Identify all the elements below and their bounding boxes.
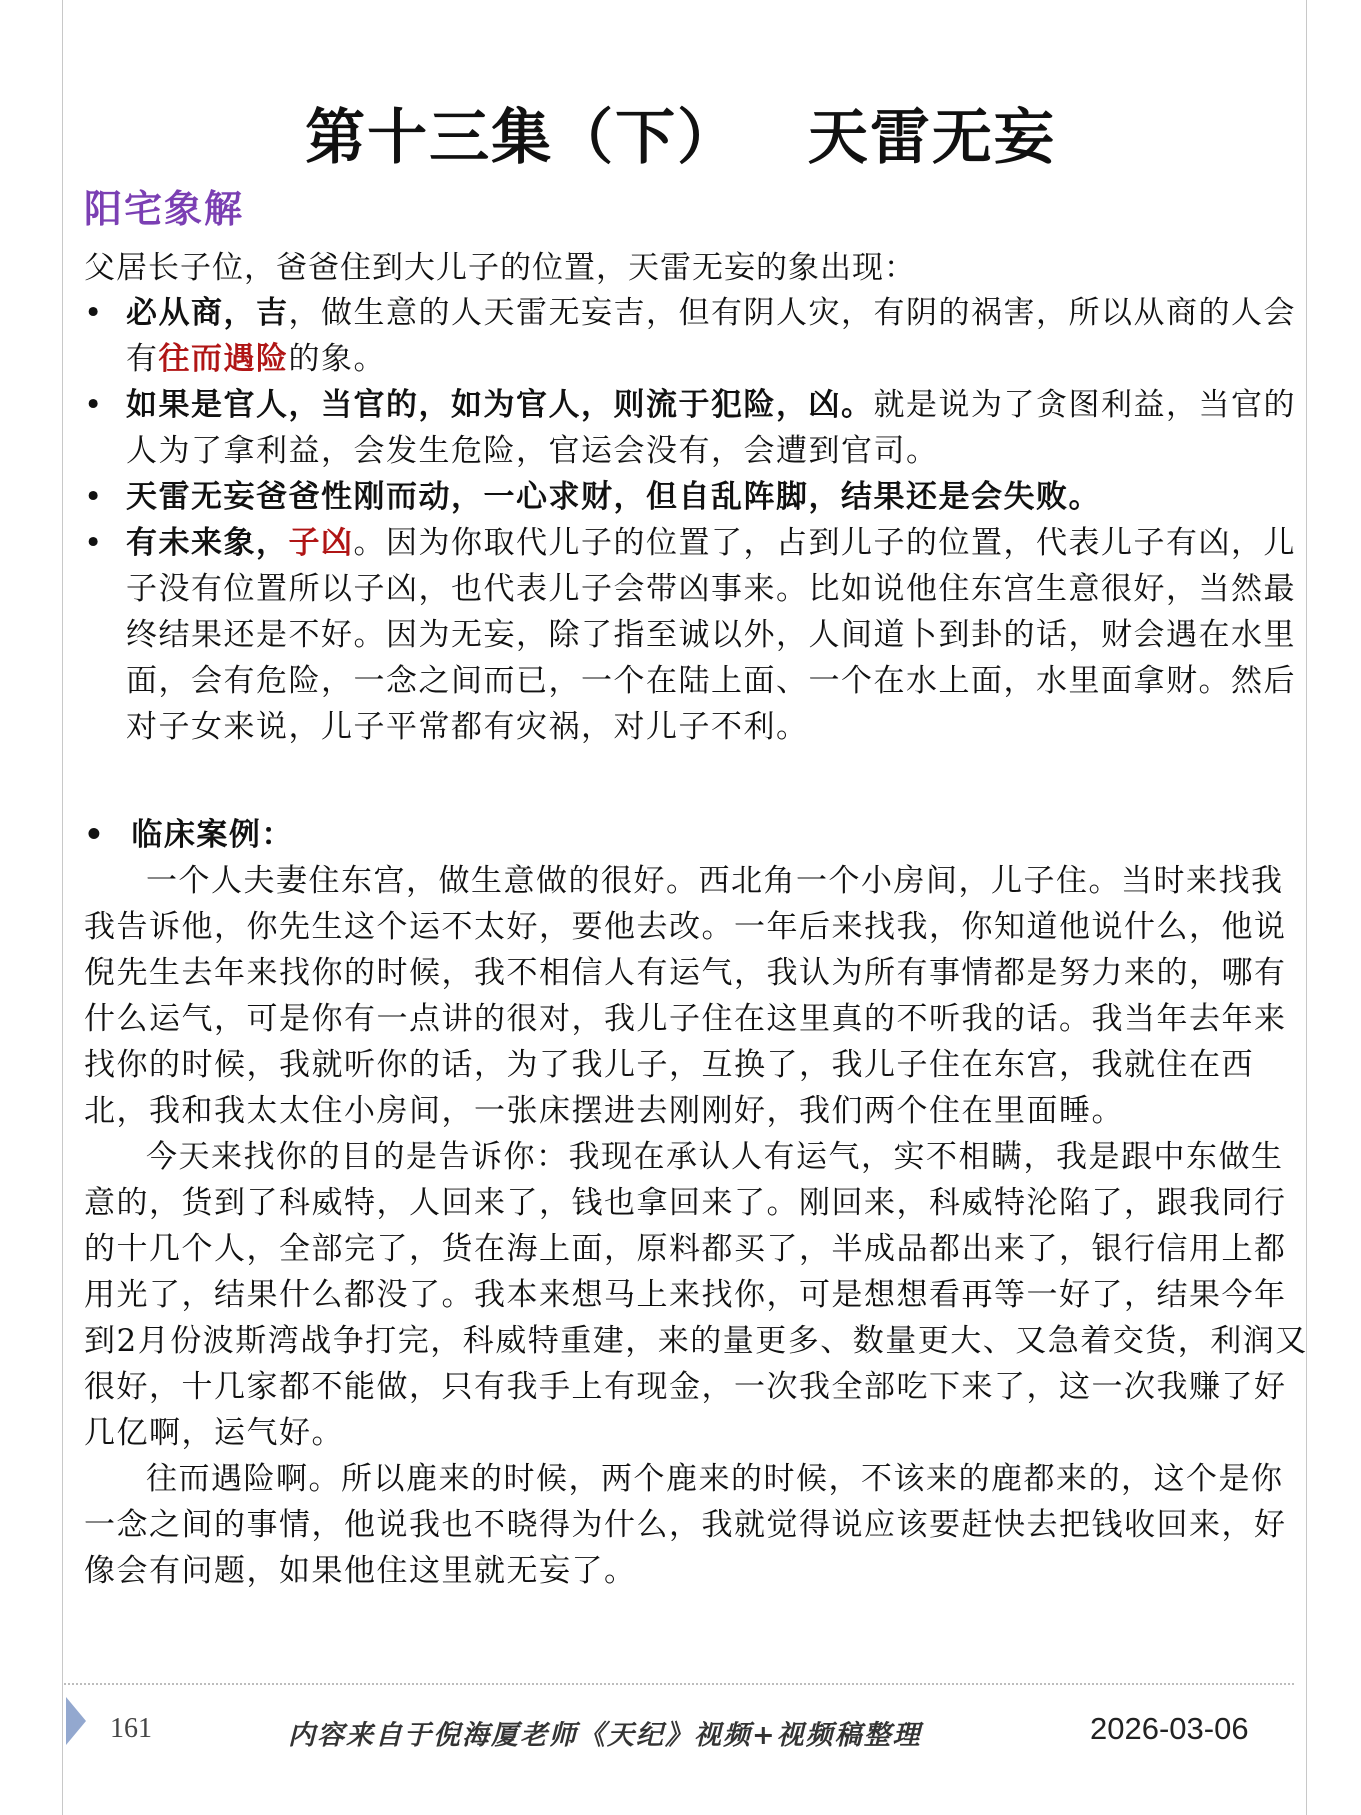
case-heading <box>84 812 294 858</box>
bullet-text: 就是说为了贪图利益，当官的人为了拿利益，会发生危险，官运会没有，会遭到官司。 <box>126 387 1296 469</box>
case-paragraph: 往而遇险啊。所以鹿来的时候，两个鹿来的时候，不该来的鹿都来的，这个是你一念之间的事情，他说我也不晓得为什么，我就觉得说应该要赶快去把钱收回来，好像会有问题，如果他住这里就无妄了。 <box>84 1461 1287 1589</box>
section-heading: 阳宅象解 <box>84 186 245 231</box>
bullet-text: ，做生意的人天雷无妄吉，但有阴人灾，有阴的祸害，所以从商的人会有 <box>126 295 1296 377</box>
intro-text: 父居长子位，爸爸住到大儿子的位置，天雷无妄的象出现： <box>84 250 916 286</box>
bullet-bold: 天雷无妄爸爸性刚而动，一心求财，但自乱阵脚，结果还是会失败。 <box>126 479 1101 515</box>
bullet-text: 的象。 <box>288 341 386 377</box>
bullet-bold: 必从商，吉 <box>126 295 289 331</box>
bullet-item <box>84 520 1314 750</box>
bullet-highlight: 往而遇险 <box>158 341 289 377</box>
bullet-dot-icon: • <box>84 525 104 561</box>
case-heading-label: 临床案例： <box>131 817 294 853</box>
triangle-right-icon <box>66 1697 86 1745</box>
bullet-dot-icon: • <box>84 387 104 423</box>
footer-date: 2026-03-06 <box>1090 1711 1249 1746</box>
page-title: 第十三集（下） 天雷无妄 <box>305 103 1056 173</box>
bullet-item <box>84 382 1314 474</box>
bullet-dot-icon: • <box>84 295 104 331</box>
bullet-bold: 有未来象， <box>126 525 289 561</box>
case-paragraph: 一个人夫妻住东宫，做生意做的很好。西北角一个小房间，儿子住。当时来找我我告诉他，你先生这个运不太好，要他去改。一年后来找我，你知道他说什么，他说倪先生去年来找你的时候，我不相信人有运气，我认为所有事情都是努力来的，哪有什么运气，可是你有一点讲的很对，我儿子住在这里真的不听我的话。我当年去年来找你的时候，我就听你的话，为了我儿子，互换了，我儿子住在东宫，我就住在西北，我和我太太住小房间，一张床摆进去刚刚好，我们两个住在里面睡。 <box>84 863 1287 1129</box>
bullet-dot-icon: • <box>84 479 104 515</box>
case-body <box>84 858 1309 1594</box>
footer-divider <box>64 1683 1294 1685</box>
bullet-bold: 如果是官人，当官的，如为官人，则流于犯险，凶。 <box>126 387 874 423</box>
case-paragraph: 今天来找你的目的是告诉你：我现在承认人有运气，实不相瞒，我是跟中东做生意的，货到了科威特，人回来了，钱也拿回来了。刚回来，科威特沦陷了，跟我同行的十几个人，全部完了，货在海上面，原料都买了，半成品都出来了，银行信用上都用光了，结果什么都没了。我本来想马上来找你，可是想想看再等一好了，结果今年到2月份波斯湾战争打完，科威特重建，来的量更多、数量更大、又急着交货，利润又很好，十几家都不能做，只有我手上有现金，一次我全部吃下来了，这一次我赚了好几亿啊，运气好。 <box>84 1139 1308 1451</box>
bullet-dot-icon: • <box>84 817 106 853</box>
bullet-list <box>84 290 1314 750</box>
bullet-item <box>84 290 1314 382</box>
bullet-text: 。因为你取代儿子的位置了，占到儿子的位置，代表儿子有凶，儿子没有位置所以子凶，也代表儿子会带凶事来。比如说他住东宫生意很好，当然最终结果还是不好。因为无妄，除了指至诚以外，人间道卜到卦的话，财会遇在水里面，会有危险，一念之间而已，一个在陆上面、一个在水上面，水里面拿财。然后对子女来说，儿子平常都有灾祸，对儿子不利。 <box>126 525 1296 745</box>
footer-source: 内容来自于倪海厦老师《天纪》视频+视频稿整理 <box>288 1720 922 1751</box>
page-number: 161 <box>110 1713 152 1744</box>
bullet-item <box>84 474 1314 520</box>
bullet-highlight: 子凶 <box>288 525 354 561</box>
